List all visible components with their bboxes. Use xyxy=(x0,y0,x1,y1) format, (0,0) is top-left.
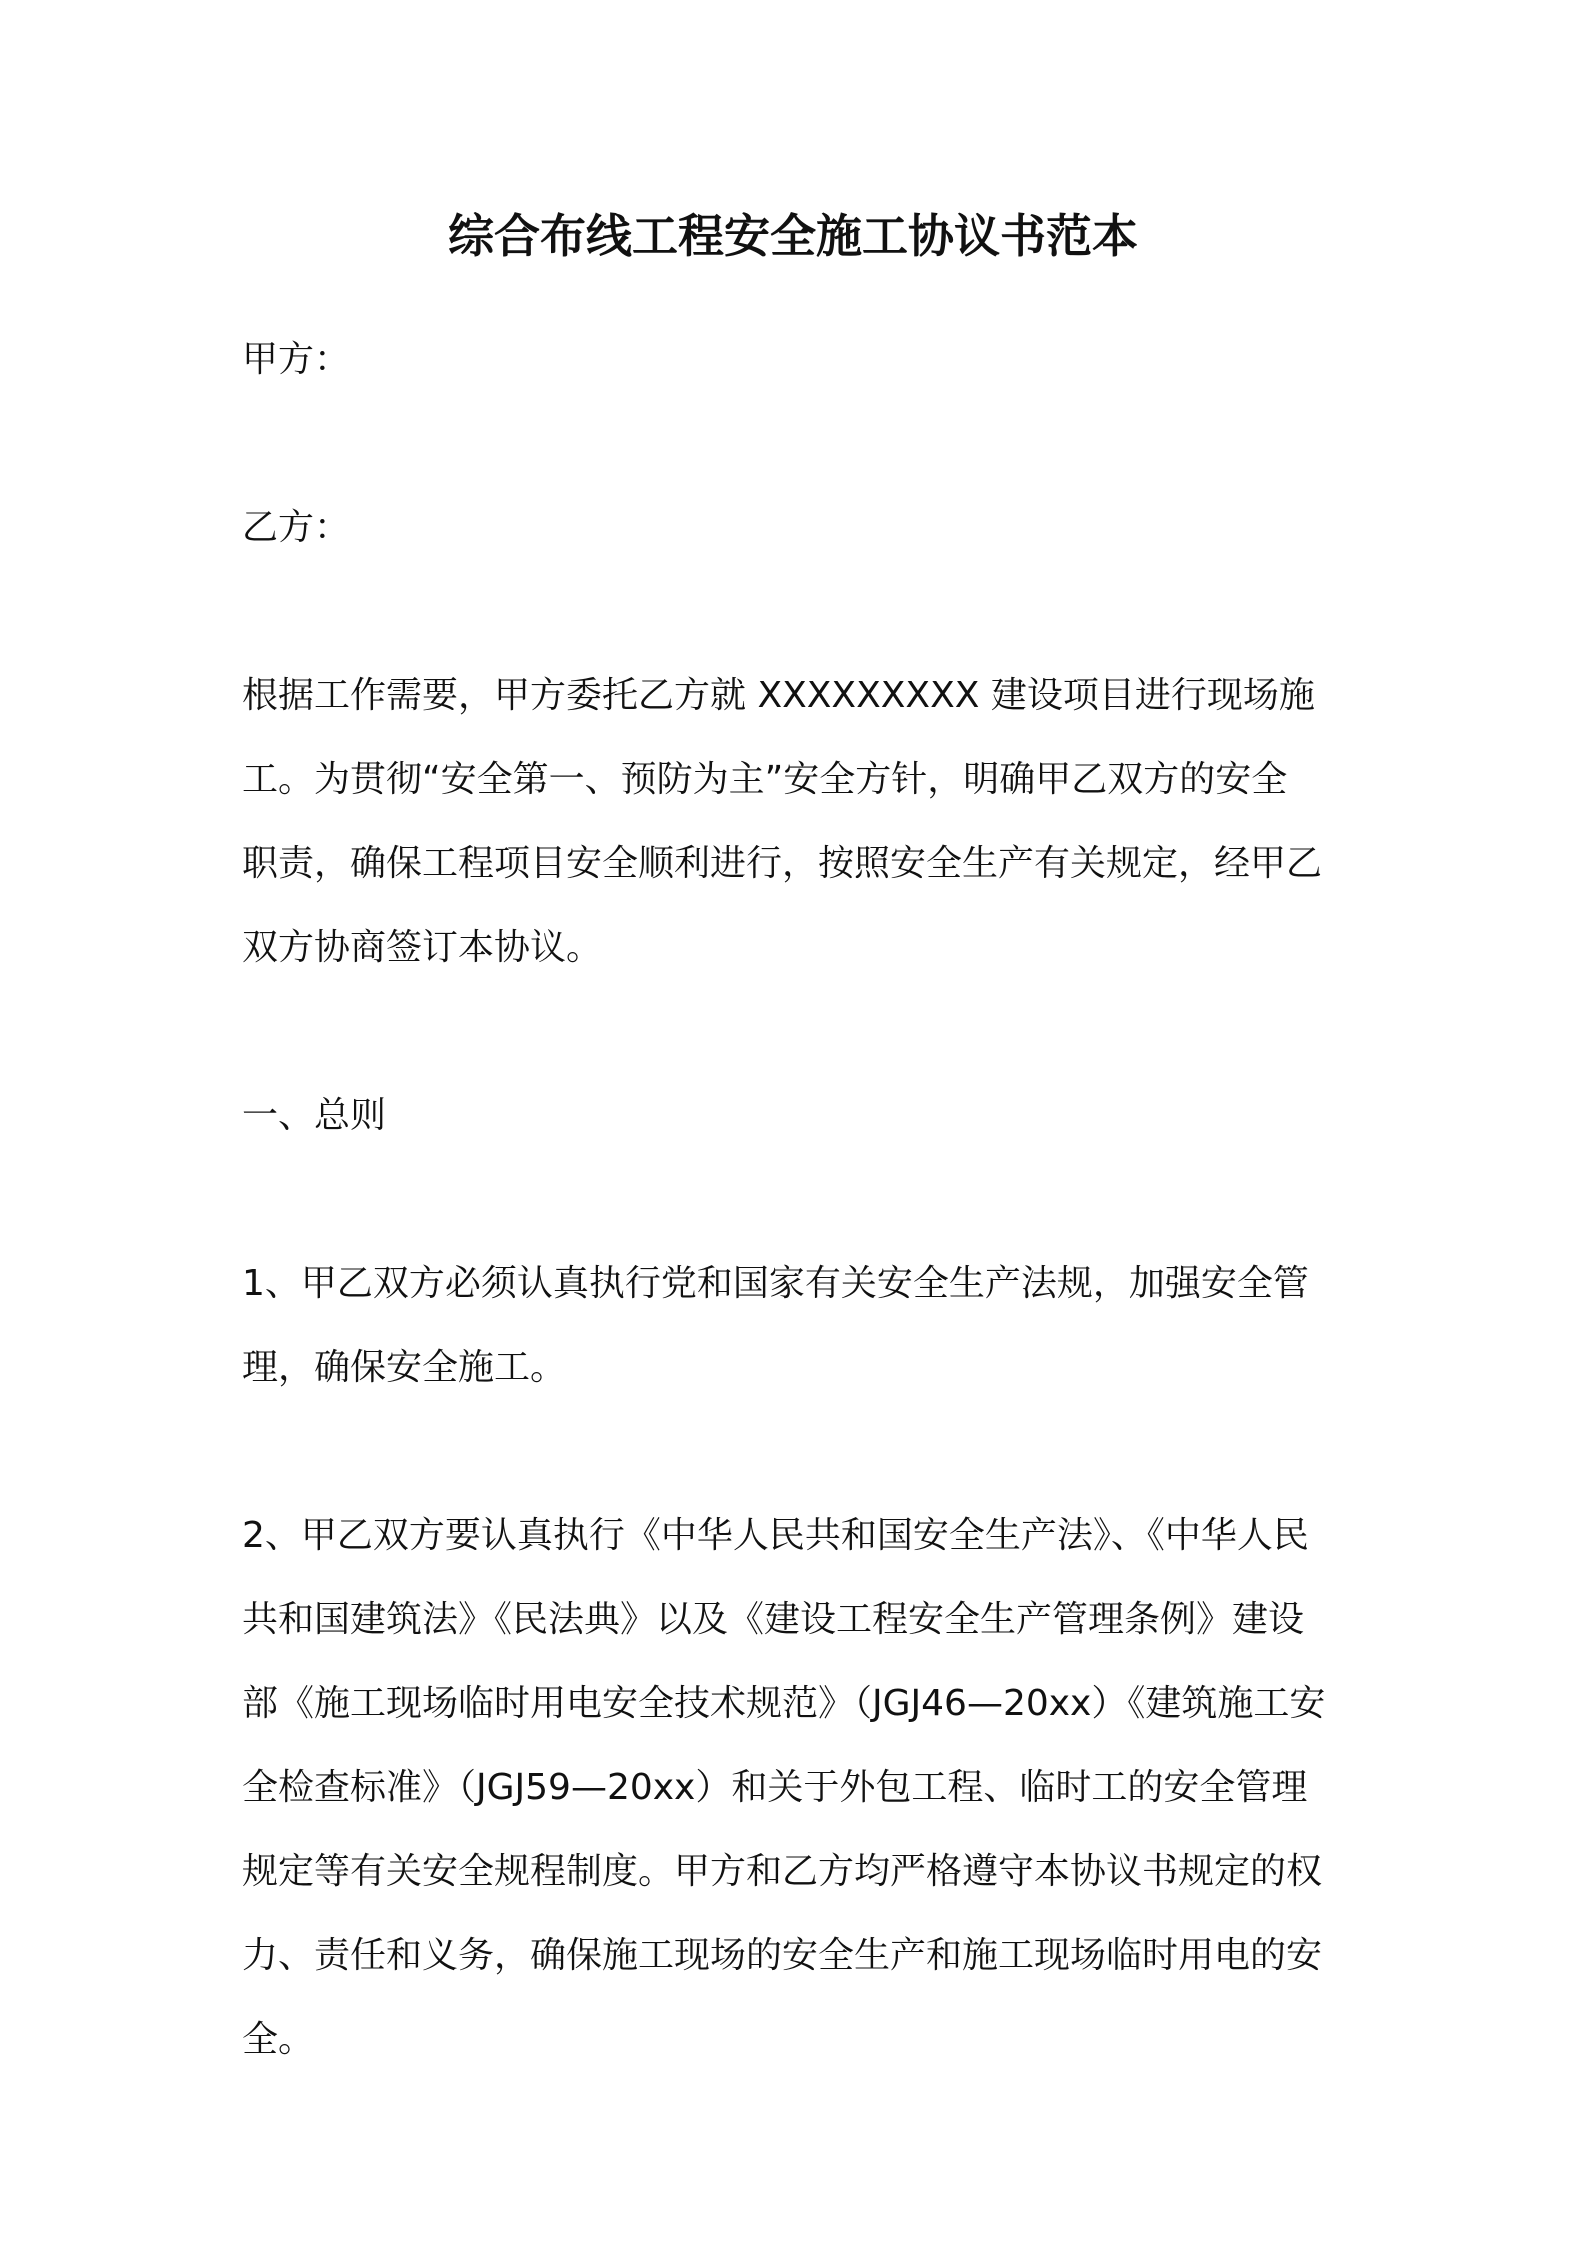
paragraph-line: 共和国建筑法》《民法典》以及《建设工程安全生产管理条例》建设 xyxy=(242,1599,1305,1640)
paragraph-line: 全。 xyxy=(242,2019,315,2060)
paragraph-line: 部《施工现场临时用电安全技术规范》（JGJ46—20xx）《建筑施工安 xyxy=(242,1683,1326,1724)
paragraph-line: 全检查标准》（JGJ59—20xx）和关于外包工程、临时工的安全管理 xyxy=(242,1767,1308,1808)
party-a-label: 甲方： xyxy=(242,339,351,380)
paragraph-line: 2、甲乙双方要认真执行《中华人民共和国安全生产法》、《中华人民 xyxy=(242,1515,1309,1556)
paragraph-line: 职责，确保工程项目安全顺利进行，按照安全生产有关规定，经甲乙 xyxy=(242,843,1323,884)
paragraph-line: 力、责任和义务，确保施工现场的安全生产和施工现场临时用电的安 xyxy=(242,1935,1323,1976)
section-heading: 一、总则 xyxy=(242,1095,387,1136)
document-title: 综合布线工程安全施工协议书范本 xyxy=(448,209,1138,263)
paragraph-line: 双方协商签订本协议。 xyxy=(242,927,603,968)
party-b-label: 乙方： xyxy=(242,507,351,548)
paragraph-line: 工。为贯彻“安全第一、预防为主”安全方针，明确甲乙双方的安全 xyxy=(242,759,1288,800)
paragraph-line: 1、甲乙双方必须认真执行党和国家有关安全生产法规，加强安全管 xyxy=(242,1263,1309,1304)
paragraph-line: 根据工作需要，甲方委托乙方就 XXXXXXXXX 建设项目进行现场施 xyxy=(242,675,1315,716)
paragraph-line: 理，确保安全施工。 xyxy=(242,1347,567,1388)
paragraph-line: 规定等有关安全规程制度。甲方和乙方均严格遵守本协议书规定的权 xyxy=(242,1851,1323,1892)
